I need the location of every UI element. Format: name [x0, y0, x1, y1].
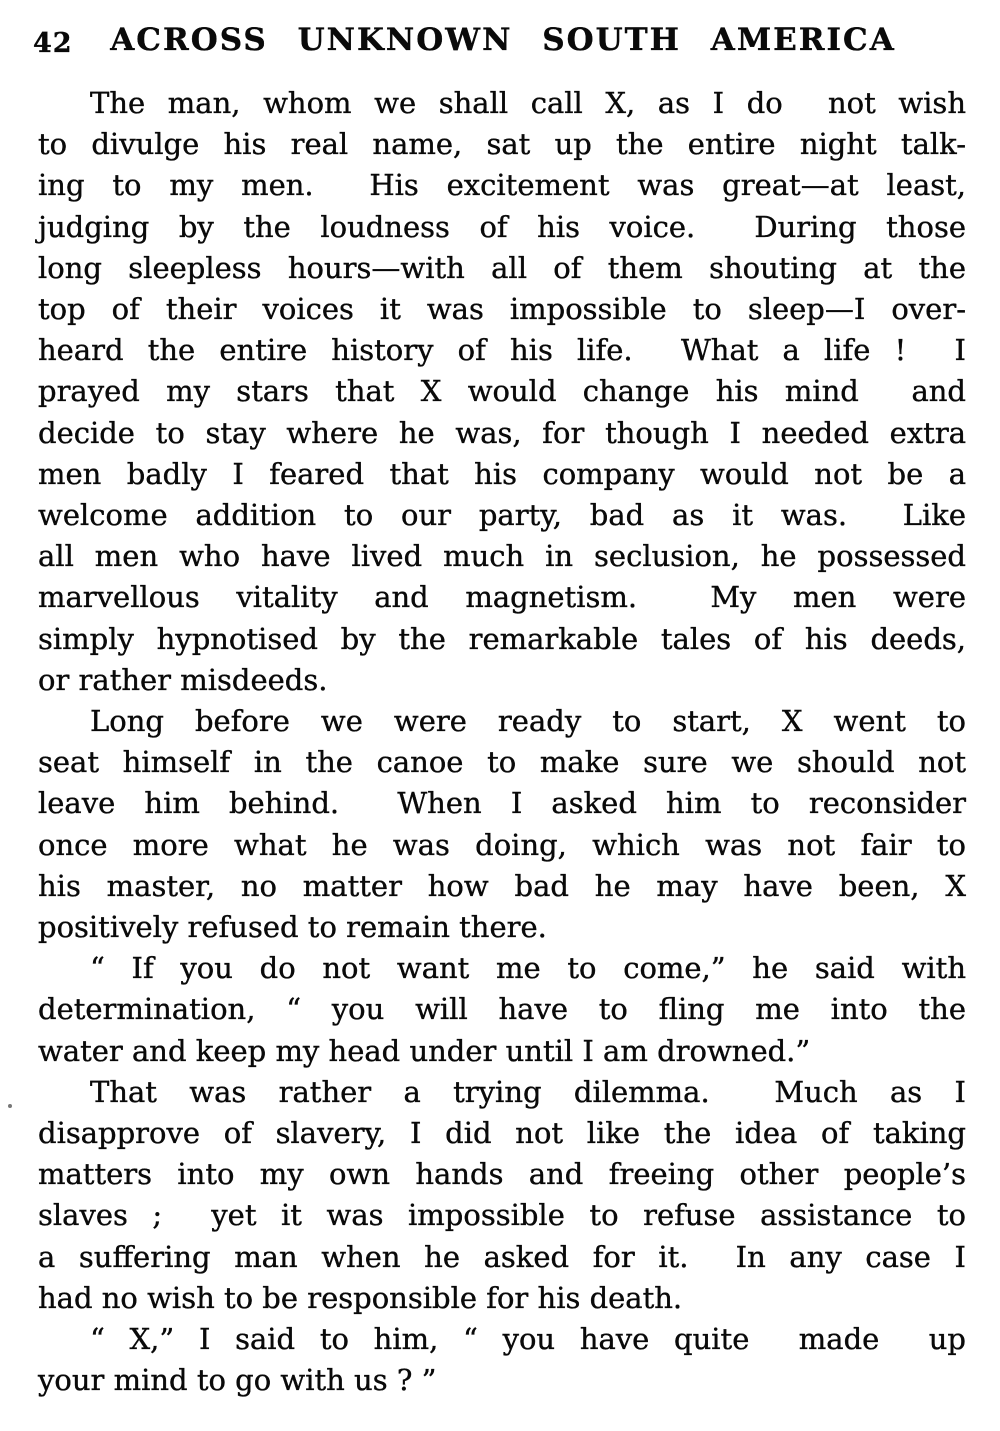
text-line: long sleepless hours—with all of them shouting at the: [38, 250, 966, 285]
text-line: welcome addition to our party, bad as it was. Like: [38, 498, 966, 533]
running-title: ACROSS UNKNOWN SOUTH AMERICA: [110, 22, 896, 58]
text-line: to divulge his real name, sat up the entire night talk-: [38, 127, 966, 162]
text-line: disapprove of slavery, I did not like the idea of taking: [38, 1116, 966, 1151]
text-line: judging by the loudness of his voice. During those: [38, 209, 966, 244]
text-line: water and keep my head under until I am drowned.”: [38, 1033, 811, 1068]
text-line: That was rather a trying dilemma. Much as I: [90, 1074, 966, 1109]
text-line: ing to my men. His excitement was great—at least,: [38, 168, 966, 203]
text-line: leave him behind. When I asked him to reconsider: [38, 786, 966, 821]
text-line: prayed my stars that X would change his mind and: [38, 374, 966, 409]
paragraph: [38, 948, 966, 1072]
text-line: positively refused to remain there.: [38, 910, 547, 945]
text-line: a suffering man when he asked for it. In any case I: [38, 1239, 966, 1274]
text-line: slaves ; yet it was impossible to refuse assistance to: [38, 1198, 966, 1233]
text-line: had no wish to be responsible for his death.: [38, 1280, 683, 1315]
text-line: simply hypnotised by the remarkable tales of his deeds,: [38, 621, 966, 656]
text-line: his master, no matter how bad he may have been, X: [38, 868, 966, 903]
text-body: [38, 83, 966, 1402]
text-line: The man, whom we shall call X, as I do not wish: [90, 86, 966, 120]
text-line: top of their voices it was impossible to sleep—I over-: [38, 292, 966, 327]
text-line: once more what he was doing, which was not fair to: [38, 827, 966, 862]
text-line: seat himself in the canoe to make sure we should not: [38, 745, 966, 780]
text-line: decide to stay where he was, for though I needed extra: [38, 415, 966, 450]
text-line: matters into my own hands and freeing other people’s: [38, 1157, 966, 1192]
page-number: 42: [33, 28, 73, 59]
text-line: men badly I feared that his company would not be a: [38, 456, 966, 491]
text-line: marvellous vitality and magnetism. My men were: [38, 580, 966, 615]
text-line: all men who have lived much in seclusion, he possessed: [38, 539, 966, 574]
text-line: Long before we were ready to start, X went to: [90, 704, 966, 739]
text-line: “ If you do not want me to come,” he said with: [90, 951, 966, 986]
paragraph: [38, 83, 966, 701]
text-line: determination, “ you will have to fling me into the: [38, 992, 966, 1027]
paragraph: [38, 701, 966, 948]
text-line: your mind to go with us ? ”: [38, 1363, 437, 1398]
text-line: or rather misdeeds.: [38, 662, 328, 697]
text-line: heard the entire history of his life. What a life ! I: [38, 333, 966, 368]
running-header: [0, 22, 1000, 62]
paragraph: [38, 1072, 966, 1319]
text-line: “ X,” I said to him, “ you have quite made up: [90, 1322, 966, 1357]
paragraph: [38, 1319, 966, 1401]
scan-artifact-dot: [8, 1104, 12, 1108]
